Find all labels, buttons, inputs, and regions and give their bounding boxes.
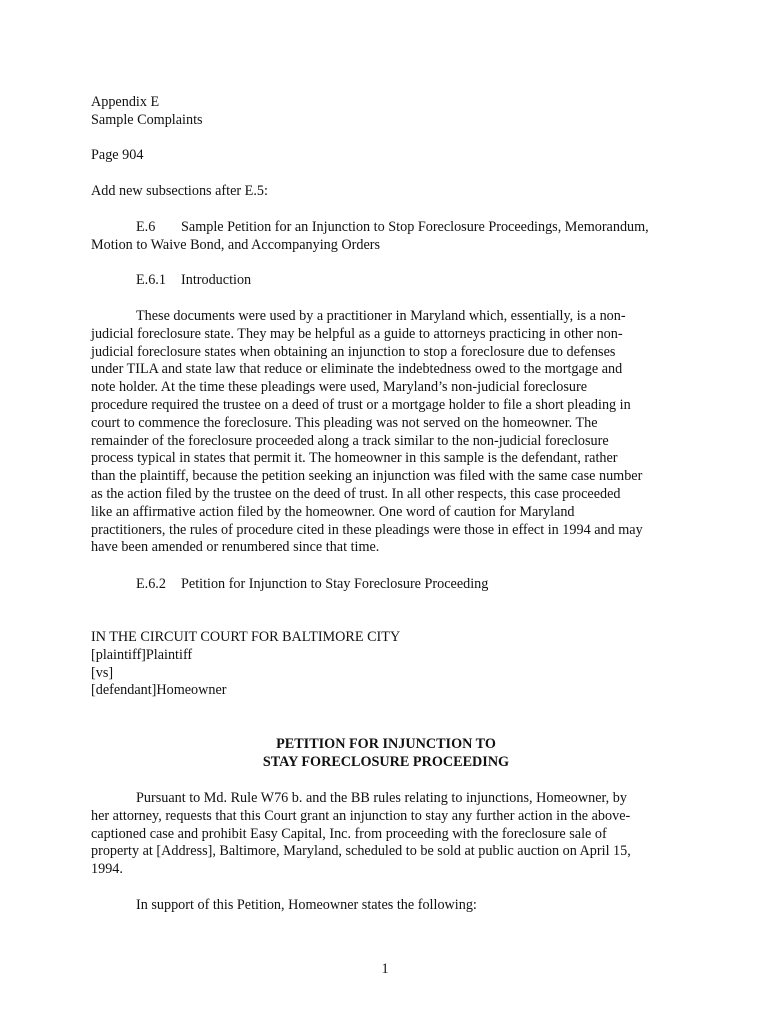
page-number: 1 (381, 961, 389, 977)
intro-line: have been amended or renumbered since that time. (91, 539, 380, 556)
intro-line: process typical in states that permit it. The homeowner in this sample is the defendant, rather (91, 450, 618, 467)
intro-line: practitioners, the rules of procedure cited in these pleadings were those in effect in 1994 and may (91, 521, 643, 538)
section-e6-number: E.6 (136, 219, 156, 235)
intro-line: court to commence the foreclosure. This pleading was not served on the homeowner. The (91, 414, 598, 431)
petition-title (91, 736, 681, 772)
pursuant-line: property at [Address], Baltimore, Maryland, scheduled to be sold at public auction on April 15, (91, 843, 631, 860)
pursuant-line: Pursuant to Md. Rule W76 b. and the BB rules relating to injunctions, Homeowner, by (136, 790, 627, 806)
case-caption (91, 629, 681, 700)
support-line: In support of this Petition, Homeowner states the following: (136, 897, 477, 913)
intro-line: judicial foreclosure state. They may be helpful as a guide to attorneys practicing in other non- (91, 325, 623, 342)
intro-paragraph (91, 308, 681, 557)
appendix-title: Sample Complaints (91, 111, 203, 128)
intro-line: note holder. At the time these pleadings were used, Maryland’s non-judicial foreclosure (91, 379, 588, 396)
section-e62-title: Petition for Injunction to Stay Foreclosure Proceeding (181, 576, 489, 592)
instruction-text: Add new subsections after E.5: (91, 183, 268, 199)
section-e62-heading (91, 576, 681, 594)
section-e6-heading (91, 219, 681, 255)
petition-title-line1: PETITION FOR INJUNCTION TO (276, 736, 496, 752)
page-reference: Page 904 (91, 147, 144, 163)
court-name: IN THE CIRCUIT COURT FOR BALTIMORE CITY (91, 629, 401, 645)
versus-label: [vs] (91, 664, 114, 681)
support-paragraph (91, 897, 681, 915)
section-e6-title-line1: Sample Petition for an Injunction to Stop Foreclosure Proceedings, Memorandum, (181, 219, 649, 235)
intro-line: under TILA and state law that reduce or eliminate the indebtedness owed to the mortgage and (91, 361, 623, 378)
pursuant-line: captioned case and prohibit Easy Capital, Inc. from proceeding with the foreclosure sale of (91, 825, 607, 842)
section-e61-number: E.6.1 (136, 272, 166, 288)
appendix-label: Appendix E (91, 94, 160, 110)
document-header (91, 94, 681, 130)
intro-line: procedure required the trustee on a deed of trust or a mortgage holder to file a short pleading in (91, 396, 631, 413)
intro-line: as the action filed by the trustee on the deed of trust. In all other respects, this case proceeded (91, 485, 621, 502)
intro-line: than the plaintiff, because the petition seeking an injunction was filed with the same case number (91, 468, 643, 485)
petition-title-line2: STAY FORECLOSURE PROCEEDING (262, 753, 510, 770)
pursuant-paragraph (91, 790, 681, 879)
defendant-name: [defendant]Homeowner (91, 682, 227, 699)
intro-line: remainder of the foreclosure proceeded along a track similar to the non-judicial foreclosure (91, 432, 609, 449)
section-e6-title-line2: Motion to Waive Bond, and Accompanying Orders (91, 236, 380, 253)
intro-line: These documents were used by a practitioner in Maryland which, essentially, is a non- (136, 308, 626, 324)
pursuant-line: 1994. (91, 861, 123, 878)
plaintiff-name: [plaintiff]Plaintiff (91, 646, 193, 663)
section-e62-number: E.6.2 (136, 576, 166, 592)
intro-line: judicial foreclosure states when obtaining an injunction to stop a foreclosure due to defenses (91, 343, 616, 360)
section-e61-title: Introduction (181, 272, 252, 288)
intro-line: like an affirmative action filed by the homeowner. One word of caution for Maryland (91, 503, 575, 520)
pursuant-line: her attorney, requests that this Court grant an injunction to stay any further action in the above- (91, 807, 631, 824)
section-e61-heading (91, 272, 681, 290)
